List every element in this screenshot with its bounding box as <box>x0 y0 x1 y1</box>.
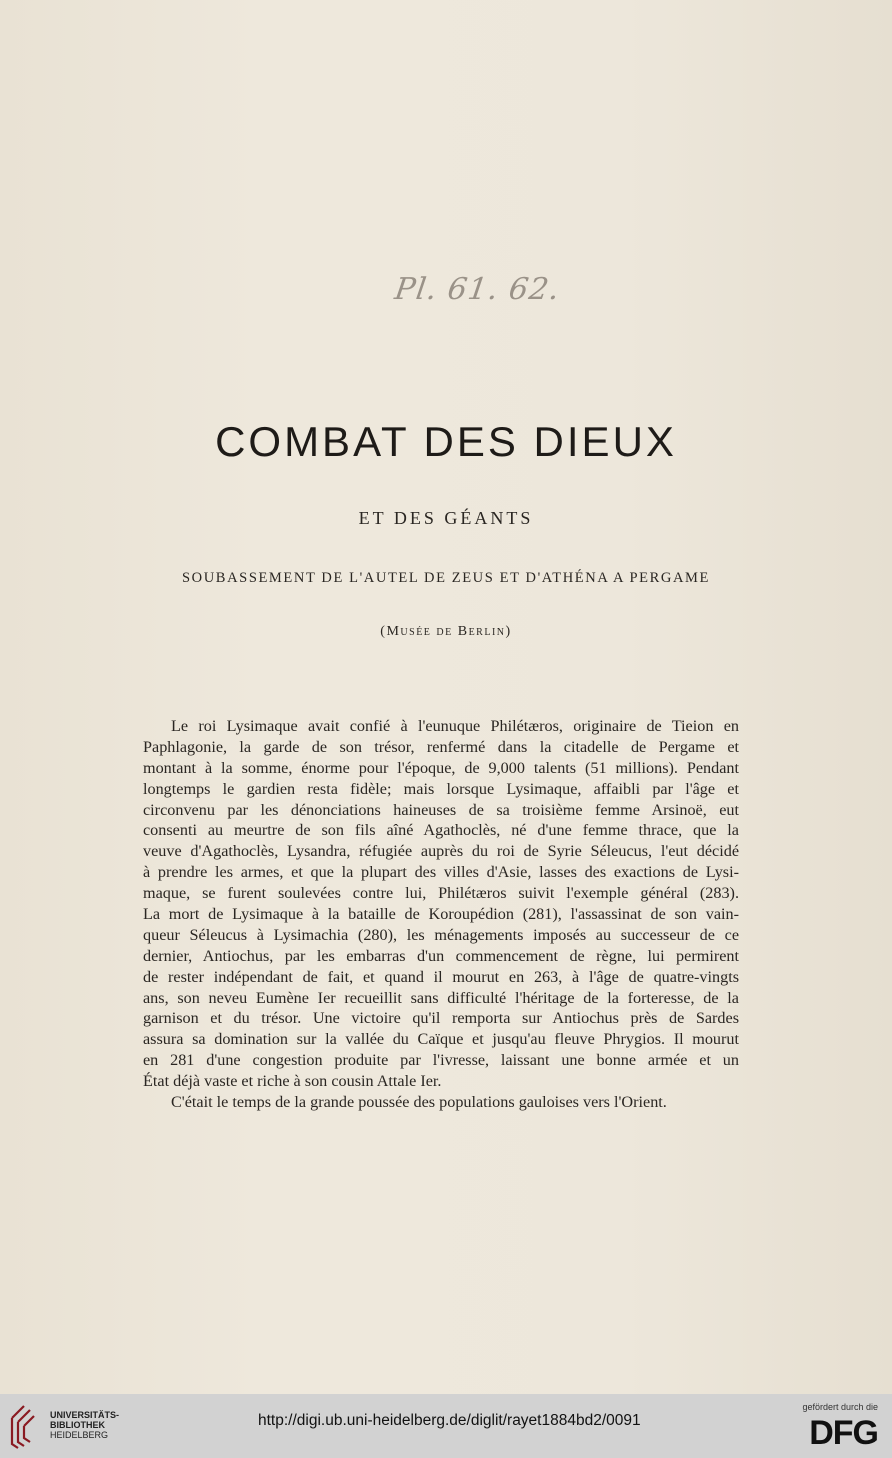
text-line: dernier, Antiochus, par les embarras d'un commencement de règne, lui permirent <box>143 946 739 965</box>
footer-bar <box>0 1394 892 1458</box>
dfg-logo: DFG <box>809 1414 878 1452</box>
library-name-line2: BIBLIOTHEK <box>50 1420 105 1430</box>
text-line: C'était le temps de la grande poussée des populations gauloises vers l'Orient. <box>171 1093 667 1112</box>
text-line: La mort de Lysimaque à la bataille de Koroupédion (281), l'assassinat de son vain- <box>143 905 739 924</box>
body-text <box>143 716 739 1113</box>
text-line: ans, son neveu Eumène Ier recueillit sans difficulté l'héritage de la forteresse, de la <box>143 988 739 1007</box>
subheading: SOUBASSEMENT DE L'AUTEL DE ZEUS ET D'ATHÉNA A PERGAME <box>182 570 710 586</box>
text-line: à prendre les armes, et que la plupart des villes d'Asie, lasses des exactions de Lysi- <box>143 863 739 882</box>
page-title: COMBAT DES DIEUX <box>215 418 677 465</box>
subtitle: ET DES GÉANTS <box>358 508 534 528</box>
text-line: consenti au meurtre de son fils aîné Agathoclès, né d'une femme thrace, que la <box>143 821 739 840</box>
handwritten-plate-note: Pl. 61. 62. <box>392 272 563 307</box>
permalink-url[interactable]: http://digi.ub.uni-heidelberg.de/diglit/rayet1884bd2/0091 <box>258 1412 641 1429</box>
text-line: garnison et du trésor. Une victoire qu'il remporta sur Antiochus près de Sardes <box>143 1009 739 1028</box>
text-line: en 281 d'une congestion produite par l'ivresse, laissant une bonne armée et un <box>143 1051 739 1070</box>
location-note: (Musée de Berlin) <box>380 624 512 639</box>
text-line: maque, se furent soulevées contre lui, Philétæros suivit l'exemple général (283). <box>143 884 739 903</box>
text-line: Paphlagonie, la garde de son trésor, renfermé dans la citadelle de Pergame et <box>143 737 739 756</box>
library-name-line3: HEIDELBERG <box>50 1430 109 1440</box>
funding-label: gefördert durch die <box>802 1402 878 1412</box>
text-line: montant à la somme, énorme pour l'époque, de 9,000 talents (51 millions). Pendant <box>143 758 739 777</box>
text-line: circonvenu par les dénonciations haineuses de sa troisième femme Arsinoë, eut <box>143 800 739 819</box>
library-name-line1: UNIVERSITÄTS- <box>50 1410 120 1420</box>
text-line: veuve d'Agathoclès, Lysandra, réfugiée auprès du roi de Syrie Séleucus, l'eut décidé <box>143 842 739 861</box>
library-name <box>50 1410 119 1440</box>
text-line: queur Séleucus à Lysimachia (280), les ménagements imposés au successeur de ce <box>143 925 739 944</box>
university-library-logo-icon <box>8 1404 48 1450</box>
text-line: longtemps le gardien resta fidèle; mais lorsque Lysimaque, affaibli par l'âge et <box>143 779 739 798</box>
text-line: Le roi Lysimaque avait confié à l'eunuque Philétæros, originaire de Tieion en <box>171 717 739 735</box>
text-line: assura sa domination sur la vallée du Caïque et jusqu'au fleuve Phrygios. Il mourut <box>143 1030 739 1049</box>
text-line: de rester indépendant de fait, et quand il mourut en 263, à l'âge de quatre-vingts <box>143 967 739 986</box>
text-line: État déjà vaste et riche à son cousin Attale Ier. <box>143 1072 442 1091</box>
